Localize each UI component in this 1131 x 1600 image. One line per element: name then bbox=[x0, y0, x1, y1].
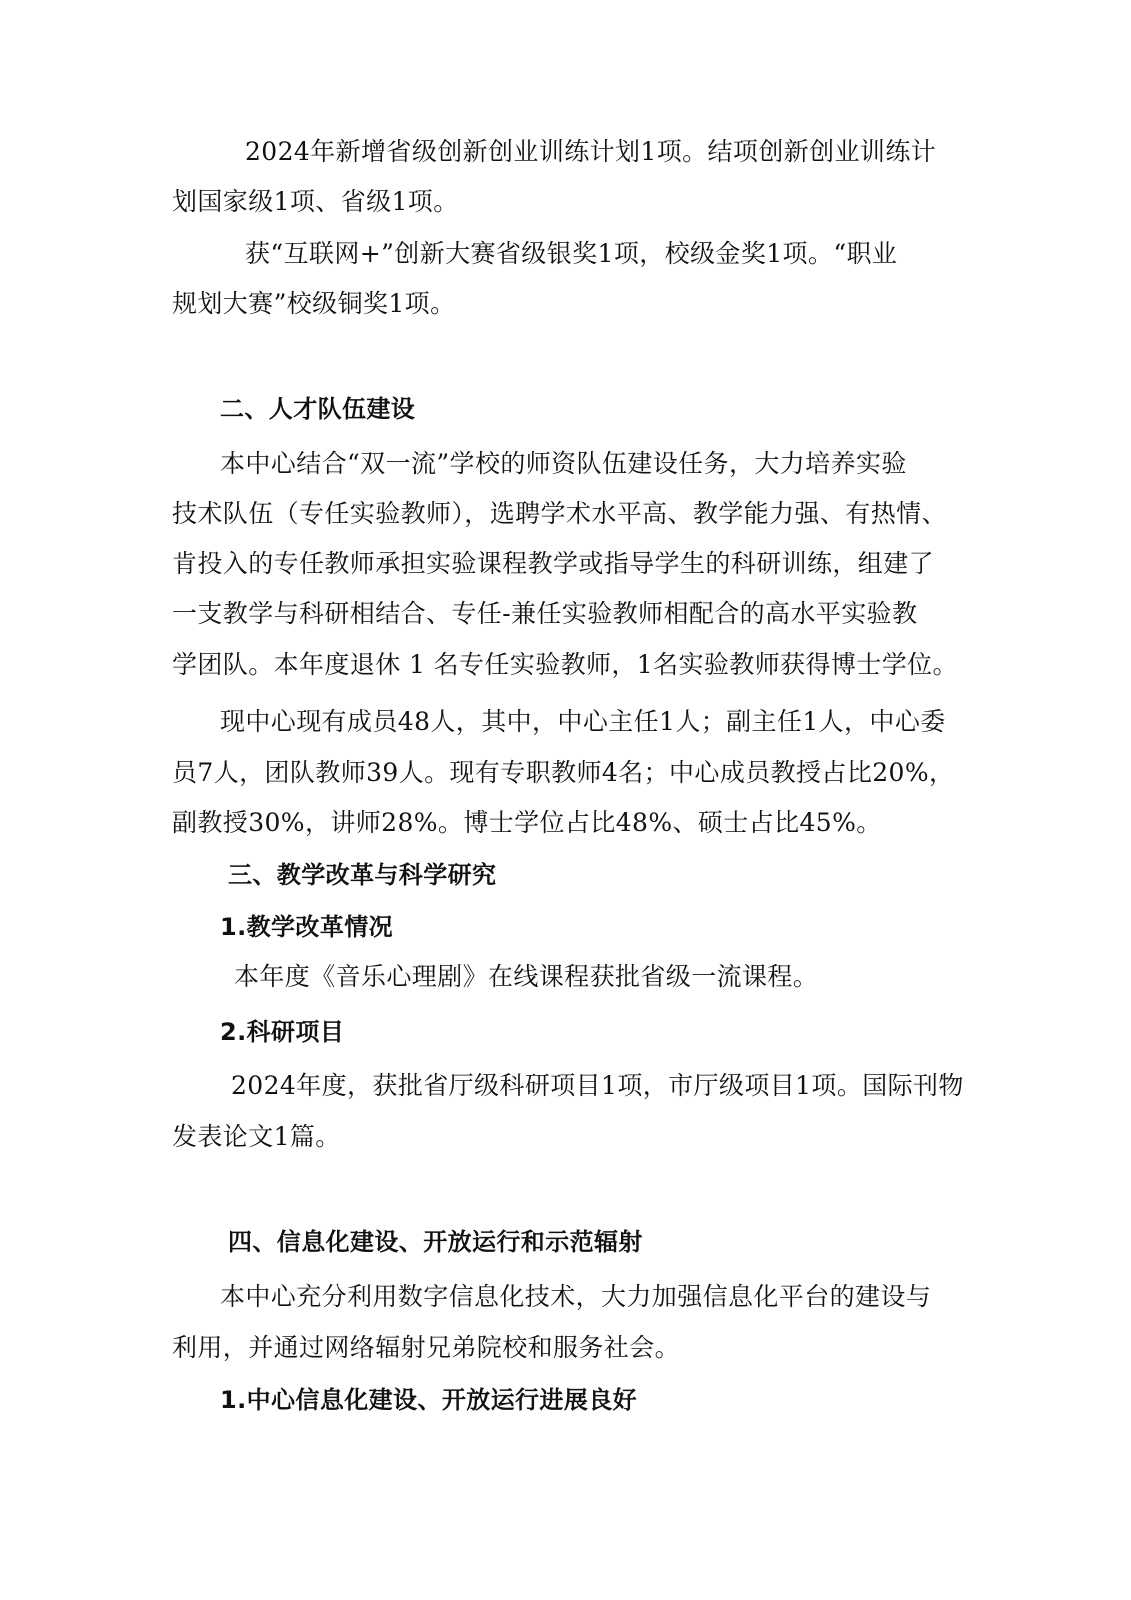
paragraph-innovation-line-2: 划国家级1项、省级1项。 bbox=[172, 187, 459, 216]
paragraph-members-line-3: 副教授30%，讲师28%。博士学位占比48%、硕士占比45%。 bbox=[172, 808, 882, 837]
subheading-info-progress: 1.中心信息化建设、开放运行进展良好 bbox=[220, 1386, 638, 1414]
paragraph-course: 本年度《音乐心理剧》在线课程获批省级一流课程。 bbox=[234, 962, 819, 991]
paragraph-research-line-2: 发表论文1篇。 bbox=[172, 1122, 341, 1151]
paragraph-awards-line-2: 规划大赛”校级铜奖1项。 bbox=[172, 289, 456, 318]
paragraph-team-line-5: 学团队。本年度退休 1 名专任实验教师，1名实验教师获得博士学位。 bbox=[172, 650, 958, 679]
subheading-teaching-reform: 1.教学改革情况 bbox=[220, 913, 394, 941]
paragraph-team-line-3: 肯投入的专任教师承担实验课程教学或指导学生的科研训练，组建了 bbox=[172, 549, 935, 578]
section-heading-talent-team: 二、人才队伍建设 bbox=[220, 395, 416, 423]
paragraph-team-line-4: 一支教学与科研相结合、专任-兼任实验教师相配合的高水平实验教 bbox=[172, 599, 918, 628]
paragraph-awards-line-1: 获“互联网+”创新大赛省级银奖1项，校级金奖1项。“职业 bbox=[245, 239, 898, 268]
paragraph-team-line-1: 本中心结合“双一流”学校的师资队伍建设任务，大力培养实验 bbox=[220, 449, 907, 478]
paragraph-team-line-2: 技术队伍（专任实验教师），选聘学术水平高、教学能力强、有热情、 bbox=[172, 499, 947, 528]
paragraph-research-line-1: 2024年度，获批省厅级科研项目1项，市厅级项目1项。国际刊物 bbox=[231, 1071, 964, 1100]
paragraph-members-line-2: 员7人，团队教师39人。现有专职教师4名；中心成员教授占比20%， bbox=[172, 758, 955, 787]
subheading-research-projects: 2.科研项目 bbox=[220, 1018, 345, 1046]
paragraph-info-line-1: 本中心充分利用数字信息化技术，大力加强信息化平台的建设与 bbox=[220, 1282, 932, 1311]
paragraph-info-line-2: 利用，并通过网络辐射兄弟院校和服务社会。 bbox=[172, 1333, 681, 1362]
section-heading-informatization: 四、信息化建设、开放运行和示范辐射 bbox=[228, 1228, 643, 1256]
paragraph-members-line-1: 现中心现有成员48人，其中，中心主任1人；副主任1人，中心委 bbox=[220, 707, 946, 736]
paragraph-innovation-line-1: 2024年新增省级创新创业训练计划1项。结项创新创业训练计 bbox=[245, 137, 937, 166]
section-heading-teaching-research: 三、教学改革与科学研究 bbox=[228, 861, 497, 889]
